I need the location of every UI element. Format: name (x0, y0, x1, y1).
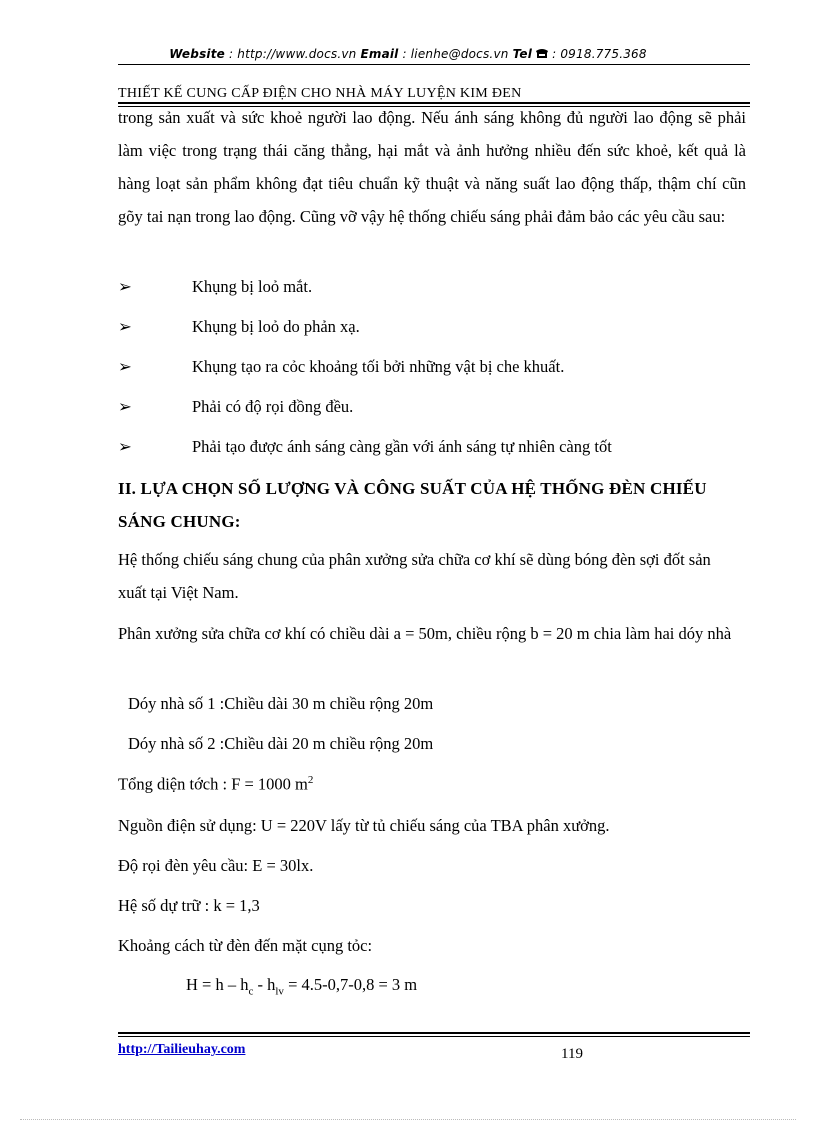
building-row-2: Dóy nhà số 2 :Chiều dài 20 m chiều rộng 20m (128, 734, 434, 753)
height-formula: $H = h - h_c - h_{lv} = 4.5-0,7-0,8 = 3$ m (186, 975, 418, 998)
voltage-line: Nguồn điện sử dụng: U = 220V lấy từ tủ chiếu sáng của TBA phân xưởng. (118, 816, 610, 835)
header-rule (118, 64, 750, 65)
requirement-item: ➢ Khụng bị loỏ mắt. (118, 277, 313, 296)
requirement-item: ➢ Khụng bị loỏ do phản xạ. (118, 317, 360, 336)
website-header (0, 47, 816, 61)
page-bottom-border (20, 1119, 796, 1120)
distance-label: Khoảng cách từ đèn đến mặt cụng tỏc: (118, 936, 373, 955)
requirement-item: ➢ Phải tạo được ánh sáng càng gần với ánh sáng tự nhiên càng tốt (118, 437, 612, 456)
website-label: Website (169, 47, 225, 61)
arrow-bullet-icon: ➢ (118, 437, 132, 456)
arrow-bullet-icon: ➢ (118, 317, 132, 336)
workshop-paragraph: Phân xưởng sửa chữa cơ khí có chiều dài a = 50m, chiều rộng b = 20 m chia làm hai dóy nhà (118, 624, 732, 643)
section-heading: II. LỰA CHỌN SỐ LƯỢNG VÀ CÔNG SUẤT CỦA HỆ THỐNG ĐÈN CHIẾU SÁNG CHUNG: (118, 479, 707, 531)
email-address[interactable]: : lienhe@docs.vn (398, 47, 513, 61)
phone-icon (536, 48, 548, 59)
tel-label: Tel (512, 47, 533, 61)
intro-paragraph: trong sản xuất và sức khoẻ người lao động. Nếu ánh sáng không đủ người lao động sẽ phải làm việc trong trạng thái căng thẳng, hại mắt và ảnh hưởng nhiều đến sức khoẻ, kết quả là hàng loạt sản phẩm không đạt tiêu chuẩn kỹ thuật và năng suất lao động thấp, thậm chí cũn gõy tai nạn trong lao động. Cũng vỡ vậy hệ thống chiếu sáng phải đảm bảo các yêu cầu sau: (118, 108, 746, 226)
total-area: Tổng diện tớch : F = 1000 $m^2$ (118, 774, 314, 794)
requirement-item: ➢ Phải có độ rọi đồng đều. (118, 397, 354, 416)
footer-rule-thick (118, 1032, 750, 1034)
arrow-bullet-icon: ➢ (118, 357, 132, 376)
arrow-bullet-icon: ➢ (118, 277, 132, 296)
reserve-factor-line: Hệ số dự trữ : k = 1,3 (118, 896, 260, 915)
footer-rule-thin (118, 1036, 750, 1037)
lighting-paragraph: Hệ thống chiếu sáng chung của phân xưởng sửa chữa cơ khí sẽ dùng bóng đèn sợi đốt sản xuất tại Việt Nam. (118, 550, 711, 602)
illuminance-line: Độ rọi đèn yêu cầu: E = 30lx. (118, 856, 314, 875)
tel-number: : 0918.775.368 (548, 47, 647, 61)
building-row-1: Dóy nhà số 1 :Chiều dài 30 m chiều rộng 20m (128, 694, 434, 713)
website-url[interactable]: : http://www.docs.vn (225, 47, 361, 61)
requirement-item: ➢ Khụng tạo ra cỏc khoảng tối bởi những vật bị che khuất. (118, 357, 565, 376)
doc-title: THIẾT KẾ CUNG CẤP ĐIỆN CHO NHÀ MÁY LUYỆN KIM ĐEN (118, 86, 522, 101)
footer-link[interactable]: http://Tailieuhay.com (118, 1042, 246, 1057)
email-label: Email (360, 47, 399, 61)
arrow-bullet-icon: ➢ (118, 397, 132, 416)
page-number: 119 (561, 1046, 583, 1062)
